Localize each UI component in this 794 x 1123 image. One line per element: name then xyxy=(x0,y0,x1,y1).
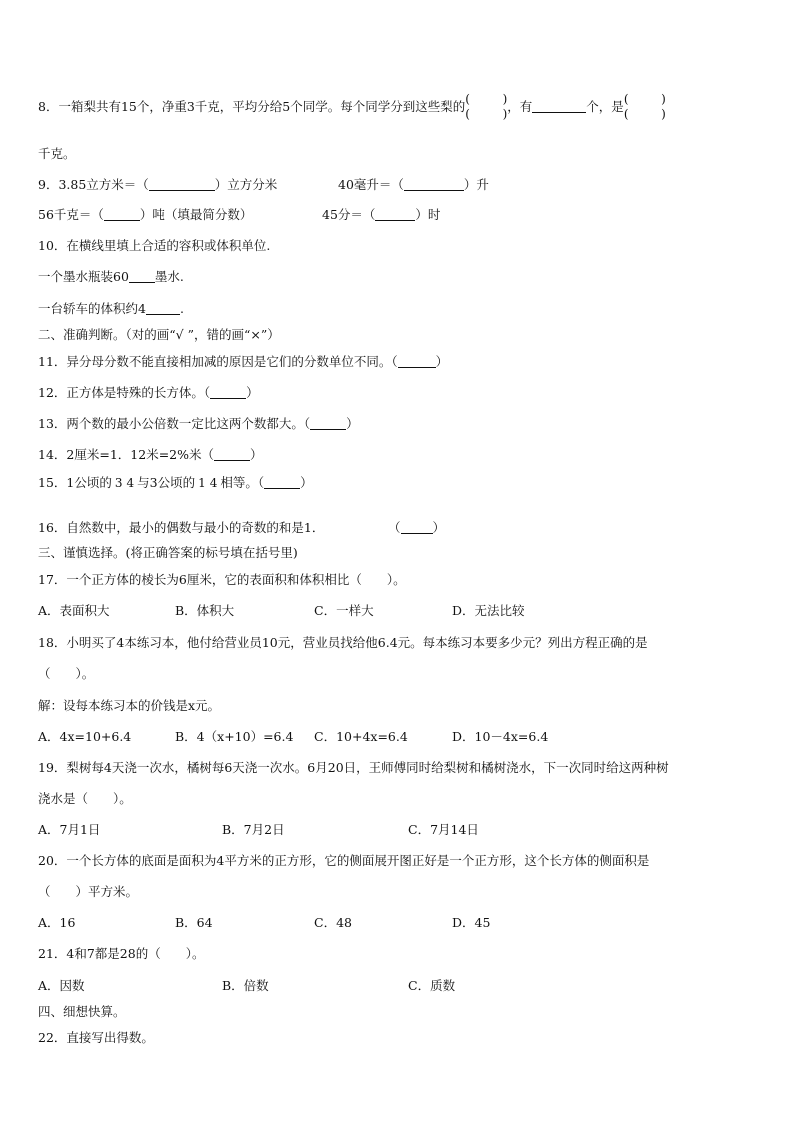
q8-blank xyxy=(532,100,586,113)
q20-continuation: （ ）平方米。 xyxy=(38,884,139,899)
q9-blank-c xyxy=(104,208,140,221)
section-2-heading: 二、准确判断。（对的画“√ ”，错的画“×”） xyxy=(38,327,280,342)
section-4-heading: 四、细想快算。 xyxy=(38,1004,126,1019)
question-12: 12．正方体是特殊的长方体。（ ） xyxy=(38,385,259,400)
question-19: 19．梨树每4天浇一次水，橘树每6天浇一次水。6月20日，王师傅同时给梨树和橘树浇水，下一次同时给这两种树 xyxy=(38,760,669,775)
q17-option-d: D．无法比较 xyxy=(452,603,525,618)
q18-option-c: C．10+4x=6.4 xyxy=(314,729,408,744)
q15-fraction-1: 3 4 xyxy=(114,475,135,490)
q16-answer: （ ） xyxy=(388,520,446,535)
question-9-line-1: 9．3.85立方米＝（ ）立方分米 xyxy=(38,177,278,192)
q20-option-a: A．16 xyxy=(38,915,76,930)
question-11: 11．异分母分数不能直接相加减的原因是它们的分数单位不同。（ ） xyxy=(38,354,449,369)
q15-blank xyxy=(264,476,300,489)
question-13: 13．两个数的最小公倍数一定比这两个数都大。（ ） xyxy=(38,416,359,431)
q10-blank-1 xyxy=(129,270,155,283)
q18-option-d: D．10－4x=6.4 xyxy=(452,729,549,744)
q18-option-a: A．4x=10+6.4 xyxy=(38,729,132,744)
q12-blank xyxy=(210,386,246,399)
question-17: 17．一个正方体的棱长为6厘米，它的表面积和体积相比（ ）。 xyxy=(38,572,406,587)
q11-blank xyxy=(398,355,436,368)
q13-blank xyxy=(310,417,346,430)
question-10: 10．在横线里填上合适的容积或体积单位. xyxy=(38,238,271,253)
q21-option-b: B．倍数 xyxy=(222,978,269,993)
q10-line-1: 一个墨水瓶装60 墨水. xyxy=(38,269,184,284)
q19-option-b: B．7月2日 xyxy=(222,822,285,837)
question-15: 15．1公顷的 3 4 与3公顷的 1 4 相等。（ ） xyxy=(38,474,313,490)
q19-option-a: A．7月1日 xyxy=(38,822,101,837)
q18-continuation: （ ）。 xyxy=(38,666,95,681)
q10-line-2: 一台轿车的体积约4 . xyxy=(38,301,184,316)
q8-text: 8．一箱梨共有15个，净重3千克，平均分给5个同学。每个同学分到这些梨的 xyxy=(38,99,466,114)
question-8 xyxy=(38,92,666,122)
q16-blank xyxy=(401,521,433,534)
question-9-line-2b: 45分＝（ ）时 xyxy=(322,207,441,222)
question-9-line-2: 56千克＝（ ）吨（填最简分数） xyxy=(38,207,253,222)
question-18: 18．小明买了4本练习本，他付给营业员10元，营业员找给他6.4元。每本练习本要多少元？列出方程正确的是 xyxy=(38,635,648,650)
q17-option-c: C．一样大 xyxy=(314,603,374,618)
q8-continuation: 千克。 xyxy=(38,146,76,161)
q9-blank-a xyxy=(149,178,215,191)
question-22: 22．直接写出得数。 xyxy=(38,1030,154,1045)
q8-fraction-blank-1: ( ) ( ) xyxy=(465,92,508,121)
q15-fraction-2: 1 4 xyxy=(198,475,218,490)
q19-continuation: 浇水是（ ）。 xyxy=(38,791,132,806)
q8-text-3: 个，是 xyxy=(586,99,624,114)
question-20: 20．一个长方体的底面是面积为4平方米的正方形，它的侧面展开图正好是一个正方形，这个长方体的侧面积是 xyxy=(38,853,650,868)
question-9-line-1b: 40毫升＝（ ）升 xyxy=(338,177,489,192)
section-3-heading: 三、谨慎选择。(将正确答案的标号填在括号里) xyxy=(38,545,298,560)
q17-option-a: A．表面积大 xyxy=(38,603,110,618)
q10-blank-2 xyxy=(146,302,180,315)
q14-blank xyxy=(214,448,250,461)
question-14: 14．2厘米=1．12米=2%米（ ） xyxy=(38,447,263,462)
q17-option-b: B．体积大 xyxy=(175,603,235,618)
q21-option-c: C．质数 xyxy=(408,978,456,993)
q18-option-b: B．4（x+10）=6.4 xyxy=(175,729,294,744)
q9-blank-d xyxy=(375,208,415,221)
question-16: 16．自然数中，最小的偶数与最小的奇数的和是1． xyxy=(38,520,325,535)
q20-option-d: D．45 xyxy=(452,915,491,930)
q8-fraction-blank-2: ( ) ( ) xyxy=(623,92,666,121)
q19-option-c: C．7月14日 xyxy=(408,822,479,837)
q8-text-2: ，有 xyxy=(507,99,533,114)
q20-option-b: B．64 xyxy=(175,915,213,930)
question-21: 21．4和7都是28的（ ）。 xyxy=(38,946,205,961)
q21-option-a: A．因数 xyxy=(38,978,85,993)
q18-solution: 解：设每本练习本的价钱是x元。 xyxy=(38,698,221,713)
q20-option-c: C．48 xyxy=(314,915,352,930)
q9-blank-b xyxy=(404,178,464,191)
